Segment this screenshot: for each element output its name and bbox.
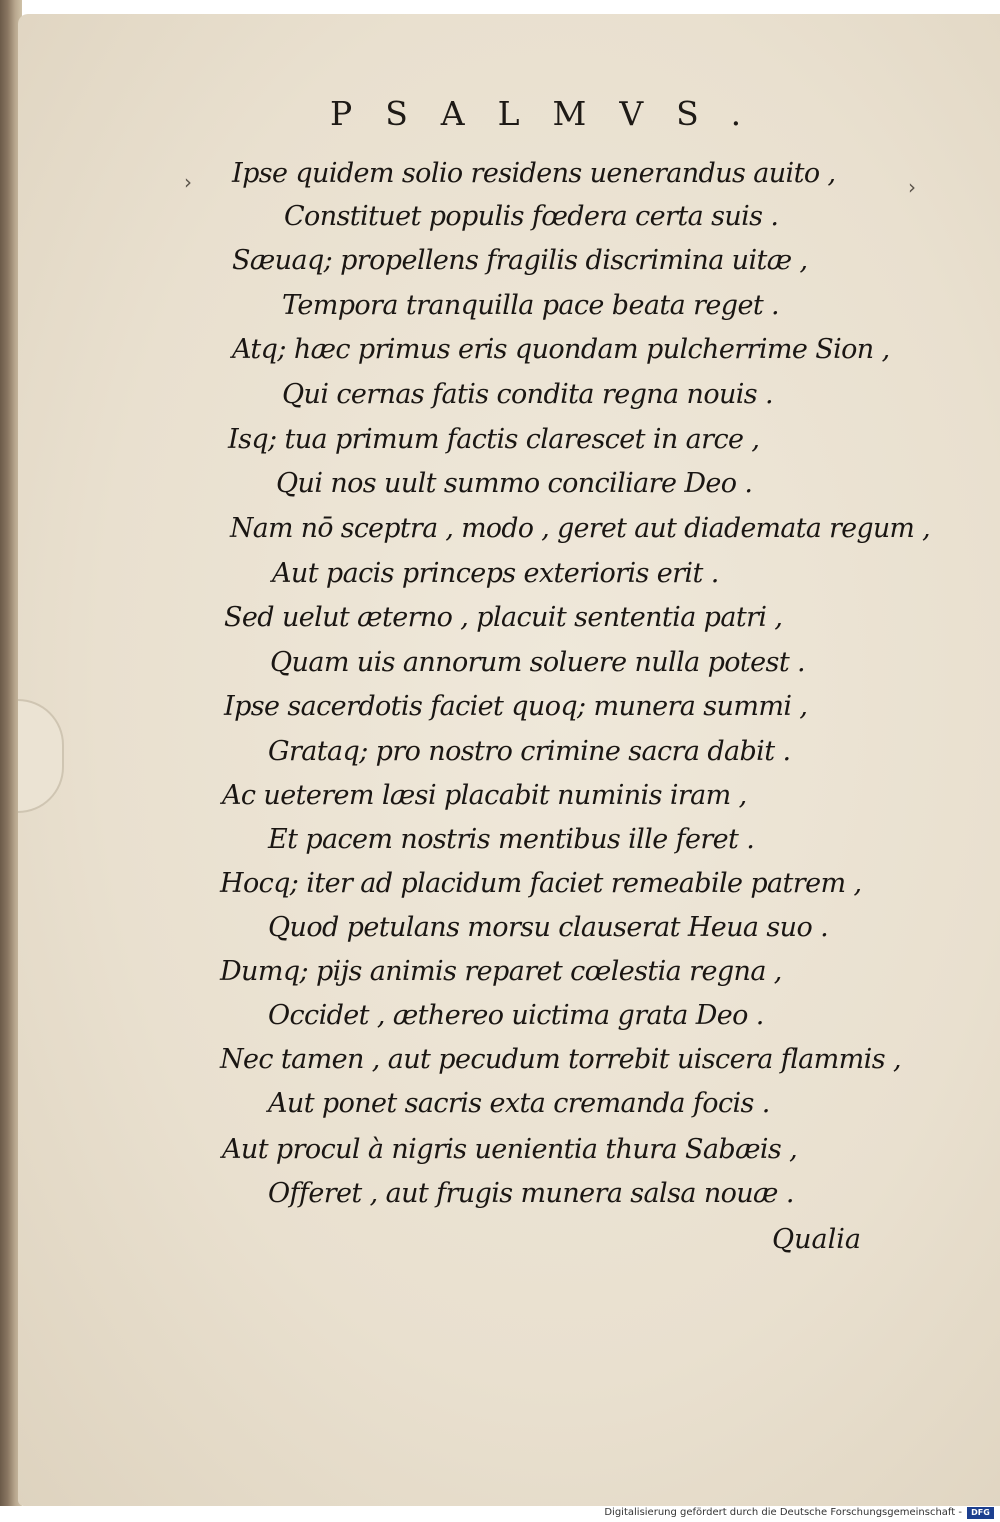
verse-line: Sed uelut æterno , placuit sententia patri , — [224, 602, 783, 633]
verse-line: Occidet , æthereo uictima grata Deo . — [268, 1000, 764, 1031]
funding-credit: Digitalisierung gefördert durch die Deutsche Forschungsgemeinschaft - — [604, 1507, 962, 1518]
verse-line: Sæuaq; propellens fragilis discrimina uitæ , — [232, 245, 808, 276]
verse-line: Quam uis annorum soluere nulla potest . — [270, 647, 806, 678]
verse-line: Aut ponet sacris exta cremanda focis . — [268, 1088, 770, 1119]
verse-line: Grataq; pro nostro crimine sacra dabit . — [268, 736, 791, 767]
catchword: Qualia — [772, 1224, 861, 1255]
verse-line: Qui nos uult summo conciliare Deo . — [276, 468, 753, 499]
verse-line: Hocq; iter ad placidum faciet remeabile patrem , — [220, 868, 862, 899]
verse-line: Atq; hæc primus eris quondam pulcherrime Sion , — [232, 334, 890, 365]
margin-mark: › — [184, 170, 192, 194]
verse-line: Qui cernas fatis condita regna nouis . — [282, 379, 774, 410]
verse-line: Aut pacis princeps exterioris erit . — [272, 558, 719, 589]
verse-line: Ipse sacerdotis faciet quoq; munera summi , — [224, 691, 808, 722]
verse-line: Tempora tranquilla pace beata reget . — [282, 290, 780, 321]
verse-line: Nam nō sceptra , modo , geret aut diademata regum , — [230, 513, 931, 544]
verse-line: Ac ueterem læsi placabit numinis iram , — [222, 780, 747, 811]
verse-line: Offeret , aut frugis munera salsa nouæ . — [268, 1178, 794, 1209]
verse-line: Ipse quidem solio residens uenerandus auito , — [232, 158, 836, 189]
verse-line: Constituet populis fœdera certa suis . — [284, 201, 779, 232]
verse-line: Dumq; pijs animis reparet cœlestia regna , — [220, 956, 782, 987]
running-head: PSALMVS. — [330, 94, 775, 133]
verse-line: Nec tamen , aut pecudum torrebit uiscera flammis , — [220, 1044, 901, 1075]
verse-line: Et pacem nostris mentibus ille feret . — [268, 824, 755, 855]
verse-line: Isq; tua primum factis clarescet in arce , — [228, 424, 760, 455]
verse-line: Quod petulans morsu clauserat Heua suo . — [268, 912, 829, 943]
verse-line: Aut procul à nigris uenientia thura Sabæis , — [222, 1134, 798, 1165]
page-tab-clip — [18, 699, 64, 813]
dfg-logo: DFG — [967, 1507, 994, 1519]
margin-mark: › — [908, 175, 916, 199]
